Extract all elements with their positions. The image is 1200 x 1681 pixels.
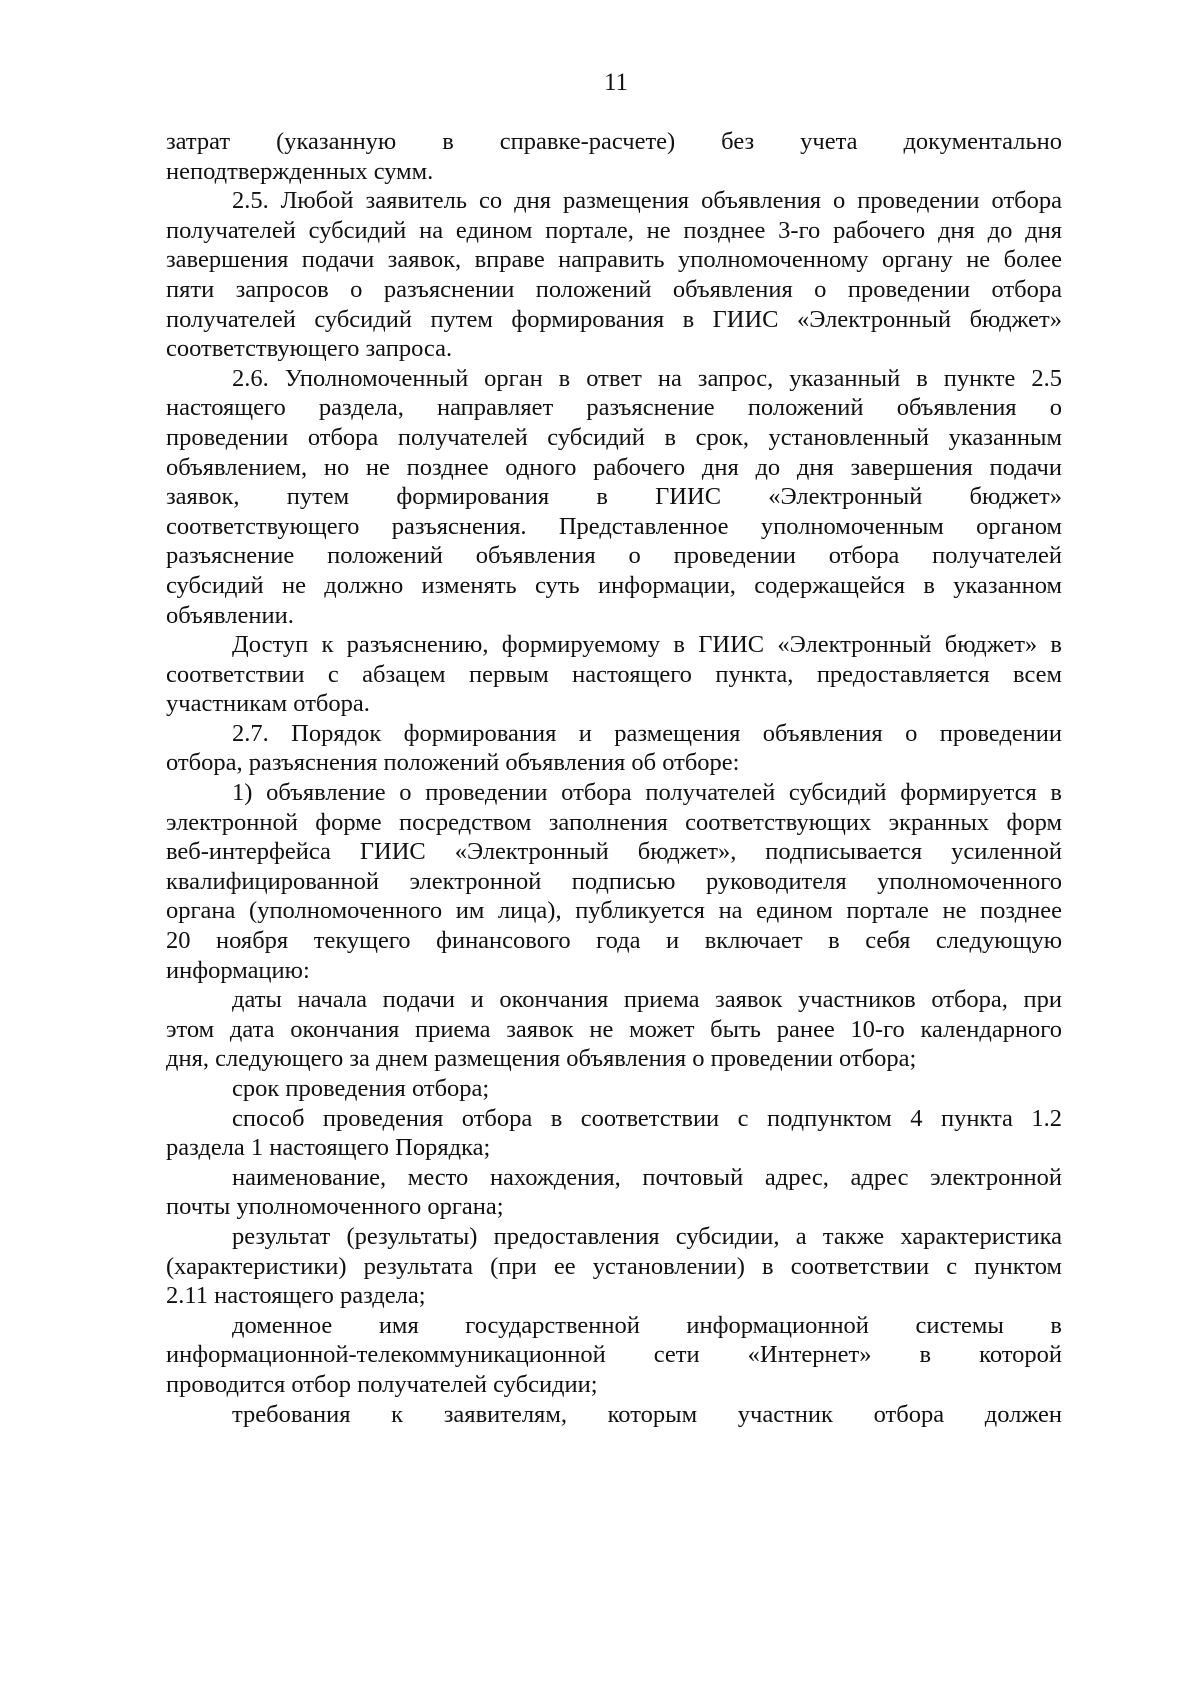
- text-line: даты начала подачи и окончания приема заявок участников отбора, при: [232, 986, 1062, 1014]
- text-line: результат (результаты) предоставления субсидии, а также характеристика: [232, 1222, 1062, 1250]
- text-line: проводится отбор получателей субсидии;: [166, 1370, 598, 1398]
- paragraph: [166, 364, 1062, 630]
- paragraph: [166, 985, 1062, 1074]
- text-line: требования к заявителям, которым участник отбора должен: [232, 1400, 1062, 1428]
- text-line: завершения подачи заявок, вправе направить уполномоченному органу не более: [166, 246, 1062, 274]
- text-line: 1) объявление о проведении отбора получателей субсидий формируется в: [232, 779, 1062, 807]
- paragraph: [166, 1163, 1062, 1222]
- paragraph: [166, 630, 1062, 719]
- text-line: информацию:: [166, 956, 310, 984]
- text-line: субсидий не должно изменять суть информации, содержащейся в указанном: [166, 571, 1062, 599]
- paragraph: [166, 1222, 1062, 1311]
- text-line: получателей субсидий путем формирования в ГИИС «Электронный бюджет»: [166, 305, 1062, 333]
- text-line: соответствующего запроса.: [166, 335, 453, 363]
- text-line: затрат (указанную в справке-расчете) без учета документально: [166, 128, 1062, 155]
- text-line: соответствии с абзацем первым настоящего пункта, предоставляется всем: [166, 660, 1062, 688]
- paragraph: [166, 778, 1062, 985]
- text-line: наименование, место нахождения, почтовый адрес, адрес электронной: [232, 1163, 1062, 1191]
- text-line: объявлении.: [166, 601, 294, 629]
- paragraph: [166, 1074, 1062, 1104]
- text-line: срок проведения отбора;: [232, 1075, 490, 1102]
- text-line: раздела 1 настоящего Порядка;: [166, 1134, 491, 1162]
- text-line: Доступ к разъяснению, формируемому в ГИИС «Электронный бюджет» в: [232, 631, 1062, 659]
- paragraph: [166, 186, 1062, 364]
- page-number: 11: [603, 69, 629, 96]
- text-line: (характеристики) результата (при ее установлении) в соответствии с пунктом: [166, 1252, 1062, 1280]
- text-line: соответствующего разъяснения. Представленное уполномоченным органом: [166, 512, 1062, 540]
- paragraph: [166, 719, 1062, 778]
- paragraph: [166, 1311, 1062, 1400]
- text-line: отбора, разъяснения положений объявления об отборе:: [166, 749, 740, 777]
- text-line: этом дата окончания приема заявок не может быть ранее 10-го календарного: [166, 1015, 1062, 1043]
- text-line: заявок, путем формирования в ГИИС «Электронный бюджет»: [166, 483, 1062, 511]
- text-line: почты уполномоченного органа;: [166, 1193, 504, 1221]
- paragraph: [166, 1400, 1062, 1430]
- text-line: 2.5. Любой заявитель со дня размещения объявления о проведении отбора: [232, 187, 1062, 215]
- text-line: проведении отбора получателей субсидий в срок, установленный указанным: [166, 423, 1062, 451]
- text-line: разъяснение положений объявления о проведении отбора получателей: [166, 542, 1062, 570]
- text-line: настоящего раздела, направляет разъяснение положений объявления о: [166, 394, 1062, 422]
- text-line: 2.6. Уполномоченный орган в ответ на запрос, указанный в пункте 2.5: [232, 364, 1062, 392]
- text-line: 2.7. Порядок формирования и размещения объявления о проведении: [232, 719, 1062, 747]
- text-line: электронной форме посредством заполнения соответствующих экранных форм: [166, 808, 1062, 836]
- paragraph: [166, 1104, 1062, 1163]
- text-line: пяти запросов о разъяснении положений объявления о проведении отбора: [166, 275, 1062, 303]
- text-line: доменное имя государственной информационной системы в: [232, 1311, 1062, 1339]
- text-line: получателей субсидий на едином портале, не позднее 3-го рабочего дня до дня: [166, 216, 1062, 244]
- text-line: квалифицированной электронной подписью руководителя уполномоченного: [166, 867, 1062, 895]
- text-line: неподтвержденных сумм.: [166, 157, 434, 185]
- document-body: [166, 127, 1062, 1429]
- text-line: объявлением, но не позднее одного рабочего дня до дня завершения подачи: [166, 453, 1062, 481]
- paragraph: [166, 127, 1062, 186]
- text-line: информационной-телекоммуникационной сети «Интернет» в которой: [166, 1341, 1062, 1369]
- text-line: способ проведения отбора в соответствии с подпунктом 4 пункта 1.2: [232, 1104, 1062, 1132]
- text-line: участникам отбора.: [166, 690, 370, 718]
- text-line: органа (уполномоченного им лица), публикуется на едином портале не позднее: [166, 897, 1062, 925]
- text-line: веб-интерфейса ГИИС «Электронный бюджет», подписывается усиленной: [166, 838, 1062, 866]
- text-line: дня, следующего за днем размещения объявления о проведении отбора;: [166, 1045, 917, 1073]
- text-line: 20 ноября текущего финансового года и включает в себя следующую: [166, 927, 1062, 955]
- text-line: 2.11 настоящего раздела;: [166, 1282, 426, 1310]
